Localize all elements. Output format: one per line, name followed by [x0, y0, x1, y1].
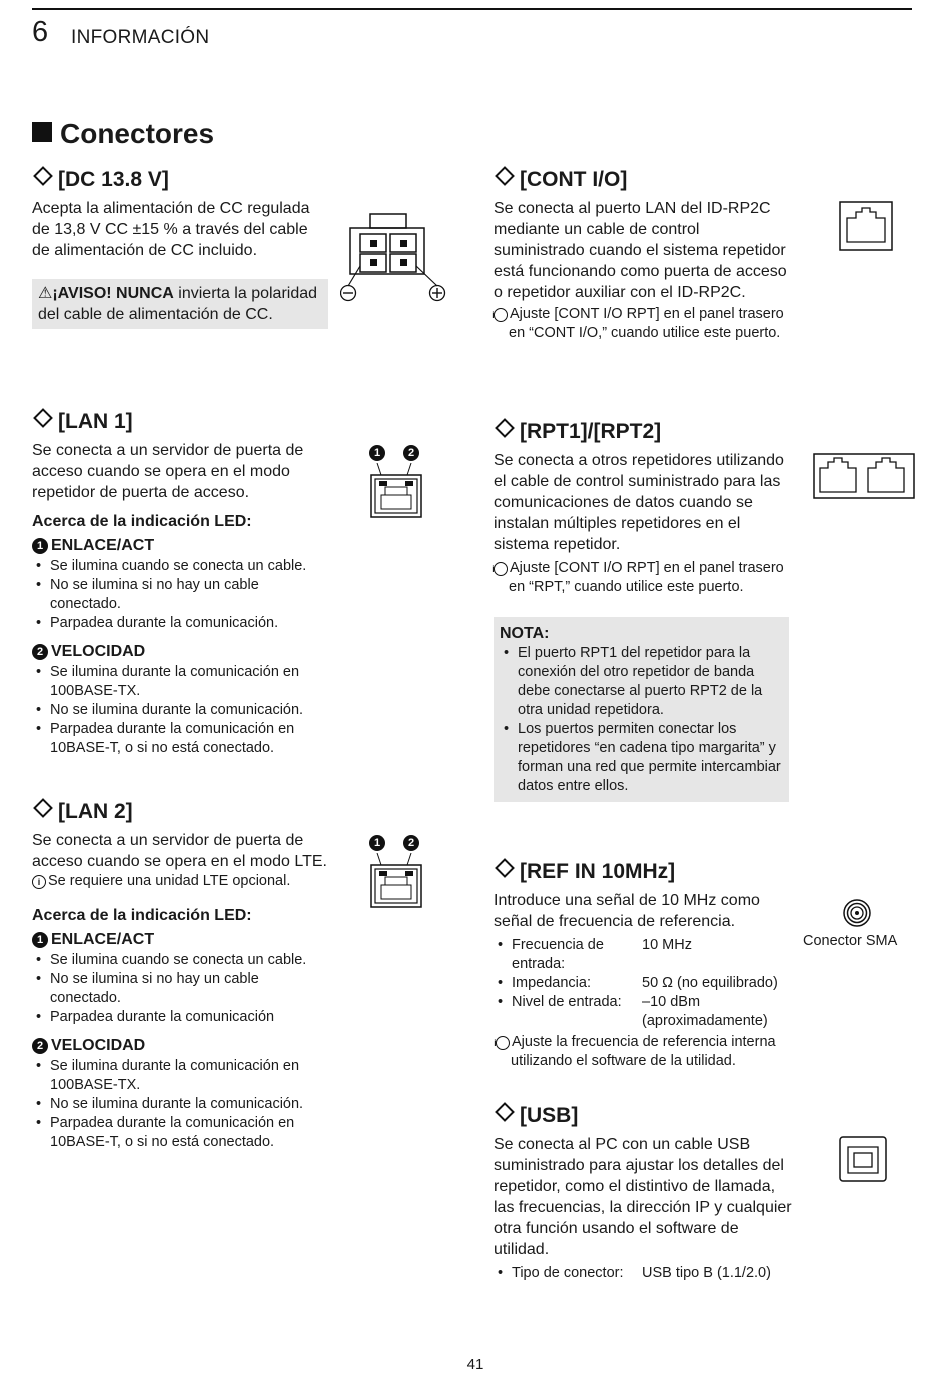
rpt-body: Se conecta a otros repetidores utilizando el cable de control suministrado para las comunicaciones de datos cuando se instalan múltiples repetidores en el sistema repetidor.: [494, 452, 784, 553]
contio-title: [CONT I/O]: [494, 168, 794, 192]
dc-warning: [32, 279, 328, 329]
list-item: • No se ilumina durante la comunicación.: [32, 1095, 332, 1114]
lan2-body: Se conecta a un servidor de puerta de acceso cuando se opera en el modo LTE.: [32, 832, 327, 870]
spec-row: • Frecuencia de entrada: 10 MHz: [494, 936, 794, 974]
info-icon: i: [494, 562, 508, 576]
usb-section: [494, 1104, 794, 1283]
dc-body: Acepta la alimentación de CC regulada de 13,8 V CC ±15 % a través del cable de alimentación de CC incluido.: [32, 200, 310, 259]
list-item: • Parpadea durante la comunicación en 10BASE-T, o si no está conectado.: [32, 720, 332, 758]
rj45-icon: [367, 463, 427, 523]
list-item: • Parpadea durante la comunicación: [32, 1008, 332, 1027]
dc-title: [DC 13.8 V]: [32, 168, 328, 192]
rpt-note: i Ajuste [CONT I/O RPT] en el panel trasero en “RPT,” cuando utilice este puerto.: [492, 560, 784, 595]
rpt-ports-icon: [812, 452, 916, 500]
list-item: • Se ilumina durante la comunicación en 100BASE-TX.: [32, 663, 332, 701]
info-icon: i: [496, 1036, 510, 1050]
list-item: • Se ilumina cuando se conecta un cable.: [32, 557, 332, 576]
list-item: • Los puertos permiten conectar los repetidores “en cadena tipo margarita” y forman una red que permite intercambiar datos entre ellos.: [500, 720, 783, 796]
lan2-section: [32, 800, 332, 1152]
spec-row: • Impedancia: 50 Ω (no equilibrado): [494, 974, 794, 993]
contio-note: i Ajuste [CONT I/O RPT] en el panel trasero en “CONT I/O,” cuando utilice este puerto.: [492, 306, 784, 341]
usb-body: Se conecta al PC con un cable USB suministrado para ajustar los detalles del repetidor, como el distintivo de llamada, las frecuencias, la dirección IP y cualquier otra función usando el software de utilidad.: [494, 1136, 792, 1258]
lan1-body: Se conecta a un servidor de puerta de acceso cuando se opera en el modo repetidor de puerta de acceso.: [32, 442, 304, 501]
refin-title: [REF IN 10MHz]: [494, 860, 794, 884]
rj45-icon: [367, 853, 427, 913]
sma-connector-icon: [841, 897, 873, 929]
spec-row: • Tipo de conector: USB tipo B (1.1/2.0): [494, 1264, 794, 1283]
info-icon: i: [494, 308, 508, 322]
lan2-title: [LAN 2]: [32, 800, 332, 824]
lan1-port-figure: [367, 445, 427, 525]
dc-connector-figure: [340, 206, 450, 306]
rpt-section: [494, 420, 794, 802]
led1-badge: 1: [369, 445, 385, 461]
diamond-icon: [495, 1102, 515, 1122]
list-item: • Parpadea durante la comunicación en 10BASE-T, o si no está conectado.: [32, 1114, 332, 1152]
header-rule: [32, 8, 912, 10]
diamond-icon: [495, 166, 515, 186]
lan2-port-figure: [367, 835, 427, 915]
diamond-icon: [495, 418, 515, 438]
lan2-note: i Se requiere una unidad LTE opcional.: [32, 872, 332, 891]
warning-icon: ⚠: [38, 285, 53, 302]
spec-row: • Nivel de entrada: –10 dBm (aproximadamente): [494, 993, 794, 1031]
list-item: • Se ilumina cuando se conecta un cable.: [32, 951, 332, 970]
contio-section: [494, 168, 794, 343]
diamond-icon: [495, 858, 515, 878]
lan1-section: [32, 410, 332, 758]
list-item: • Parpadea durante la comunicación.: [32, 614, 332, 633]
lan1-title: [LAN 1]: [32, 410, 332, 434]
lan1-item2-list: [32, 663, 332, 758]
lan2-item2-list: [32, 1057, 332, 1152]
lan2-item2-title: 2 VELOCIDAD: [32, 1037, 332, 1055]
usb-b-port-icon: [838, 1135, 890, 1185]
sma-caption: Conector SMA: [803, 933, 898, 949]
diamond-icon: [33, 408, 53, 428]
refin-note: i Ajuste la frecuencia de referencia interna utilizando el software de la utilidad.: [494, 1034, 776, 1069]
usb-title: [USB]: [494, 1104, 794, 1128]
list-item: • No se ilumina si no hay un cable conectado.: [32, 970, 332, 1008]
info-icon: i: [32, 875, 46, 889]
nota-list: [500, 644, 783, 796]
lan1-led-heading: Acerca de la indicación LED:: [32, 513, 252, 530]
list-item: • Se ilumina durante la comunicación en 100BASE-TX.: [32, 1057, 332, 1095]
contio-body: Se conecta al puerto LAN del ID-RP2C mediante un cable de control suministrado cuando el sistema repetidor está funcionando como puerta de acceso o repetidor auxiliar con el ID-RP2C.: [494, 200, 787, 301]
list-item: • No se ilumina durante la comunicación.: [32, 701, 332, 720]
lan2-led-heading: Acerca de la indicación LED:: [32, 907, 252, 924]
rpt-title: [RPT1]/[RPT2]: [494, 420, 794, 444]
refin-body: Introduce una señal de 10 MHz como señal de frecuencia de referencia.: [494, 892, 760, 930]
usb-specs: [494, 1264, 794, 1283]
nota-label: NOTA:: [500, 625, 550, 642]
lan1-item1-list: [32, 557, 332, 633]
list-item: • No se ilumina si no hay un cable conectado.: [32, 576, 332, 614]
warning-strong: ¡AVISO! NUNCA: [52, 285, 174, 302]
lan2-item1-list: [32, 951, 332, 1027]
dc-section: [32, 168, 328, 329]
refin-specs: [494, 936, 794, 1031]
square-bullet-icon: [32, 122, 52, 142]
chapter-title: INFORMACIÓN: [71, 27, 210, 48]
led1-badge: 1: [369, 835, 385, 851]
lan1-item2-title: 2 VELOCIDAD: [32, 643, 332, 661]
section-title: Conectores: [32, 118, 214, 150]
list-item: • El puerto RPT1 del repetidor para la conexión del otro repetidor de banda debe conectarse al puerto RPT2 de la otra unidad repetidora.: [500, 644, 783, 720]
rpt-nota-box: [494, 617, 789, 802]
chapter-number: 6: [32, 16, 49, 48]
led2-badge: 2: [403, 835, 419, 851]
lan2-item1-title: 1 ENLACE/ACT: [32, 931, 332, 949]
diamond-icon: [33, 166, 53, 186]
page-number: 41: [466, 1356, 484, 1373]
warning-text: invierta la polaridad del cable de alimentación de CC.: [38, 285, 318, 323]
diamond-icon: [33, 798, 53, 818]
contio-port-icon: [838, 200, 896, 254]
refin-section: [494, 860, 794, 1071]
lan1-item1-title: 1 ENLACE/ACT: [32, 537, 332, 555]
led2-badge: 2: [403, 445, 419, 461]
